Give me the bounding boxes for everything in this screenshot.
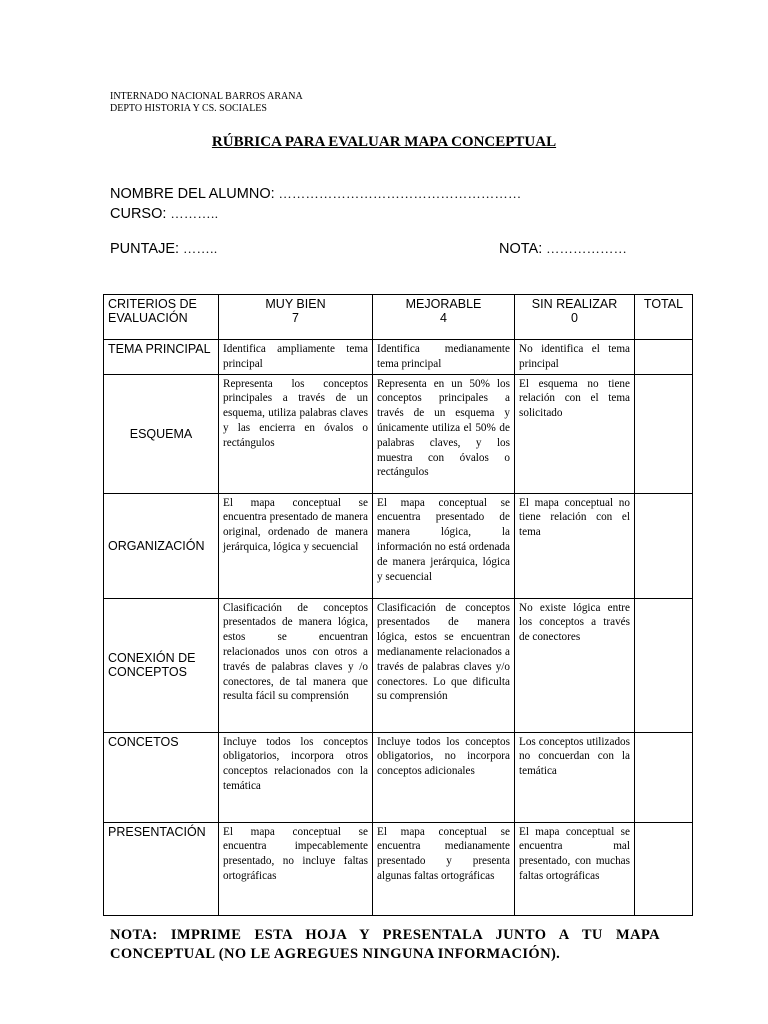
cell-muy-bien: El mapa conceptual se encuentra presentado de manera original, ordenado de manera jerárquica, lógica y secuencial [219,493,373,598]
criterion-concetos: CONCETOS [104,732,219,822]
criterion-esquema: ESQUEMA [104,374,219,493]
course-label: CURSO: [110,206,167,222]
criterion-conexion-de-conceptos: CONEXIÓN DE CONCEPTOS [104,598,219,732]
student-name-blank: ……………………………………………… [278,186,522,201]
cell-mejorable: El mapa conceptual se encuentra presentado de manera lógica, la información no está ordenada de manera jerárquica, lógica y secuencial [373,493,515,598]
cell-total [635,732,693,822]
student-name-field [110,186,522,202]
cell-total [635,822,693,915]
cell-sin-realizar: No identifica el tema principal [515,340,635,375]
header-sin-realizar-label: SIN REALIZAR [531,297,618,311]
criterion-presentacion: PRESENTACIÓN [104,822,219,915]
cell-total [635,340,693,375]
cell-mejorable: Representa en un 50% los conceptos principales a través de un esquema y únicamente utiliza el 50% de palabras claves, y los muestra con óvalos o rectángulos [373,374,515,493]
cell-mejorable: Clasificación de conceptos presentados de manera lógica, estos se encuentran medianamente relacionados a través de palabras claves y/o conectores. Lo que dificulta su comprensión [373,598,515,732]
table-row [104,340,693,375]
score-blank: …….. [183,241,218,256]
course-blank: ……….. [170,206,219,221]
cell-sin-realizar: No existe lógica entre los conceptos a través de conectores [515,598,635,732]
score-label: PUNTAJE: [110,241,180,257]
cell-total [635,493,693,598]
cell-mejorable: El mapa conceptual se encuentra medianamente presentado y presenta algunas faltas ortográficas [373,822,515,915]
header-muy-bien-score: 7 [292,311,299,325]
header-mejorable-label: MEJORABLE [405,297,482,311]
header-sin-realizar [515,295,635,340]
rubric-table [103,294,693,916]
institution-header [110,91,303,115]
course-field [110,206,218,222]
document-title: RÚBRICA PARA EVALUAR MAPA CONCEPTUAL [211,134,557,150]
cell-sin-realizar: El mapa conceptual se encuentra mal presentado, con muchas faltas ortográficas [515,822,635,915]
header-muy-bien-label: MUY BIEN [265,297,326,311]
header-criterios: CRITERIOS DE EVALUACIÓN [104,295,219,340]
grade-blank: ……………… [546,241,628,256]
printing-note: NOTA: IMPRIME ESTA HOJA Y PRESENTALA JUNTO A TU MAPA CONCEPTUAL (NO LE AGREGUES NINGUNA INFORMACIÓN). [110,927,660,962]
cell-muy-bien: Clasificación de conceptos presentados de manera lógica, estos se encuentran relacionados unos con otros a través de palabras claves y /o conectores, de tal manera que resulta fácil su comprensión [219,598,373,732]
cell-sin-realizar: El esquema no tiene relación con el tema solicitado [515,374,635,493]
grade-field [499,241,627,257]
cell-muy-bien: Incluye todos los conceptos obligatorios, incorpora otros conceptos relacionados con la temática [219,732,373,822]
table-row [104,374,693,493]
header-mejorable [373,295,515,340]
cell-muy-bien: Representa los conceptos principales a través de un esquema, utiliza palabras claves y las encierra en óvalos o rectángulos [219,374,373,493]
institution-name: INTERNADO NACIONAL BARROS ARANA [110,91,303,102]
header-total: TOTAL [635,295,693,340]
cell-mejorable: Identifica medianamente tema principal [373,340,515,375]
score-field [110,241,218,257]
cell-sin-realizar: El mapa conceptual no tiene relación con el tema [515,493,635,598]
cell-sin-realizar: Los conceptos utilizados no concuerdan con la temática [515,732,635,822]
department-name: DEPTO HISTORIA Y CS. SOCIALES [110,103,267,114]
cell-total [635,598,693,732]
cell-mejorable: Incluye todos los conceptos obligatorios, no incorpora conceptos adicionales [373,732,515,822]
criterion-tema-principal: TEMA PRINCIPAL [104,340,219,375]
header-mejorable-score: 4 [440,311,447,325]
table-row [104,732,693,822]
table-row [104,822,693,915]
header-row [104,295,693,340]
cell-muy-bien: El mapa conceptual se encuentra impecablemente presentado, no incluye faltas ortográficas [219,822,373,915]
header-sin-realizar-score: 0 [571,311,578,325]
cell-muy-bien: Identifica ampliamente tema principal [219,340,373,375]
table-row [104,598,693,732]
header-muy-bien [219,295,373,340]
student-name-label: NOMBRE DEL ALUMNO: [110,186,275,202]
grade-label: NOTA: [499,241,543,257]
table-row [104,493,693,598]
cell-total [635,374,693,493]
criterion-organizacion: ORGANIZACIÓN [104,493,219,598]
